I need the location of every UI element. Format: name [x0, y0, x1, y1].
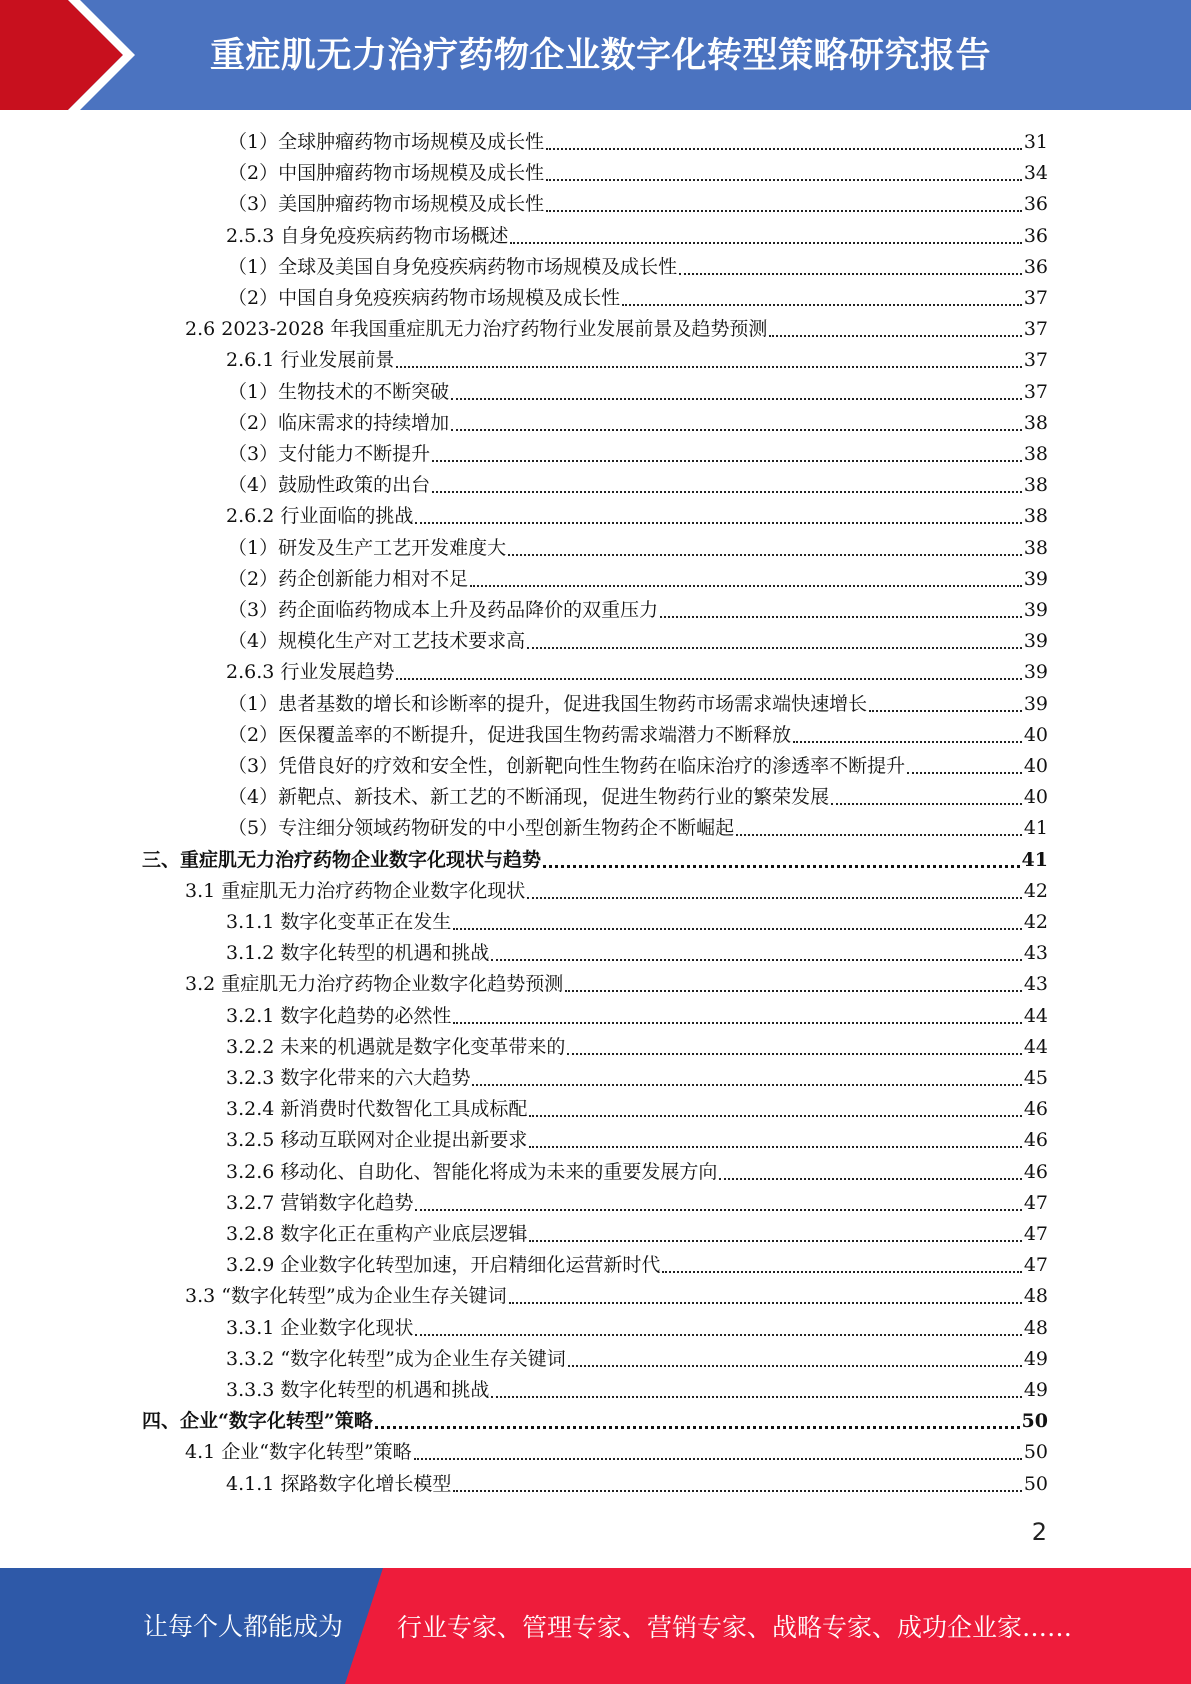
- toc-dot-leader: [679, 252, 1022, 283]
- toc-entry-page: 46: [1023, 1098, 1048, 1120]
- toc-entry[interactable]: [226, 221, 1048, 252]
- toc-entry-label: 3.3.3 数字化转型的机遇和挑战: [226, 1379, 490, 1401]
- toc-entry-page: 47: [1023, 1254, 1048, 1276]
- toc-entry[interactable]: [226, 1313, 1048, 1344]
- toc-dot-leader: [565, 969, 1022, 1000]
- toc-dot-leader: [543, 845, 1020, 876]
- toc-dot-leader: [546, 127, 1022, 158]
- toc-entry[interactable]: [185, 969, 1048, 1000]
- toc-entry-label: 3.2.3 数字化带来的六大趋势: [226, 1067, 471, 1089]
- toc-entry[interactable]: [228, 720, 1048, 751]
- toc-entry[interactable]: [185, 876, 1048, 907]
- toc-entry-page: 39: [1023, 693, 1048, 715]
- toc-entry-label: （2）中国肿瘤药物市场规模及成长性: [228, 162, 545, 184]
- toc-entry-page: 46: [1023, 1129, 1048, 1151]
- toc-entry-label: 2.6 2023-2028 年我国重症肌无力治疗药物行业发展前景及趋势预测: [185, 318, 768, 340]
- toc-entry[interactable]: [228, 252, 1048, 283]
- toc-entry[interactable]: [228, 813, 1048, 844]
- toc-entry-label: （1）研发及生产工艺开发难度大: [228, 537, 507, 559]
- toc-entry-page: 46: [1023, 1161, 1048, 1183]
- toc-entry[interactable]: [228, 564, 1048, 595]
- toc-entry[interactable]: [228, 470, 1048, 501]
- toc-entry-label: 3.2.4 新消费时代数智化工具成标配: [226, 1098, 528, 1120]
- toc-entry[interactable]: [142, 1406, 1048, 1437]
- toc-entry[interactable]: [226, 938, 1048, 969]
- toc-entry-label: 4.1 企业“数字化转型”策略: [185, 1441, 412, 1463]
- toc-entry[interactable]: [226, 501, 1048, 532]
- toc-dot-leader: [529, 1219, 1021, 1250]
- toc-entry-page: 42: [1023, 880, 1048, 902]
- toc-entry[interactable]: [228, 127, 1048, 158]
- toc-entry[interactable]: [228, 158, 1048, 189]
- footer-slogan-right: 行业专家、管理专家、营销专家、战略专家、成功企业家……: [397, 1613, 1073, 1642]
- toc-entry[interactable]: [228, 408, 1048, 439]
- toc-dot-leader: [453, 1001, 1021, 1032]
- toc-dot-leader: [660, 595, 1022, 626]
- toc-entry-page: 38: [1023, 474, 1048, 496]
- toc-entry[interactable]: [228, 689, 1048, 720]
- toc-entry-page: 37: [1023, 349, 1048, 371]
- page-footer: [0, 1568, 1191, 1684]
- toc-entry-page: 38: [1023, 412, 1048, 434]
- toc-entry-page: 43: [1023, 942, 1048, 964]
- toc-entry[interactable]: [226, 1219, 1048, 1250]
- toc-entry-label: 3.2.8 数字化正在重构产业底层逻辑: [226, 1223, 528, 1245]
- toc-entry-page: 49: [1023, 1379, 1048, 1401]
- toc-dot-leader: [472, 1063, 1021, 1094]
- toc-entry[interactable]: [228, 283, 1048, 314]
- page-number: 2: [1031, 1518, 1047, 1546]
- toc-dot-leader: [375, 1406, 1020, 1437]
- toc-entry-page: 37: [1023, 287, 1048, 309]
- toc-entry-label: 3.2.5 移动互联网对企业提出新要求: [226, 1129, 528, 1151]
- toc-entry-label: 3.1 重症肌无力治疗药物企业数字化现状: [185, 880, 526, 902]
- toc-entry-label: （3）支付能力不断提升: [228, 443, 431, 465]
- toc-entry-label: （2）中国自身免疫疾病药物市场规模及成长性: [228, 287, 621, 309]
- toc-entry-label: 3.2.9 企业数字化转型加速，开启精细化运营新时代: [226, 1254, 661, 1276]
- toc-entry-page: 37: [1023, 318, 1048, 340]
- toc-dot-leader: [396, 345, 1021, 376]
- toc-dot-leader: [491, 1375, 1021, 1406]
- toc-entry-page: 41: [1021, 849, 1048, 871]
- toc-entry-label: （4）规模化生产对工艺技术要求高: [228, 630, 526, 652]
- toc-entry-page: 50: [1023, 1441, 1048, 1463]
- toc-dot-leader: [907, 751, 1022, 782]
- toc-entry-label: （1）患者基数的增长和诊断率的提升，促进我国生物药市场需求端快速增长: [228, 693, 868, 715]
- toc-entry-label: 3.2.1 数字化趋势的必然性: [226, 1005, 452, 1027]
- toc-entry-page: 50: [1021, 1410, 1048, 1432]
- toc-entry[interactable]: [228, 533, 1048, 564]
- toc-entry-label: 3.3.2 “数字化转型”成为企业生存关键词: [226, 1348, 566, 1370]
- toc-dot-leader: [470, 564, 1022, 595]
- toc-entry-label: （2）临床需求的持续增加: [228, 412, 450, 434]
- toc-entry-page: 39: [1023, 661, 1048, 683]
- toc-entry-label: （1）生物技术的不断突破: [228, 381, 450, 403]
- toc-entry[interactable]: [226, 1063, 1048, 1094]
- toc-entry[interactable]: [226, 1469, 1048, 1500]
- toc-entry[interactable]: [226, 907, 1048, 938]
- toc-entry[interactable]: [226, 1375, 1048, 1406]
- toc-entry-page: 40: [1023, 724, 1048, 746]
- toc-dot-leader: [529, 1094, 1021, 1125]
- toc-entry-label: （4）鼓励性政策的出台: [228, 474, 431, 496]
- toc-entry[interactable]: [226, 1125, 1048, 1156]
- toc-entry-page: 37: [1023, 381, 1048, 403]
- toc-entry-label: （2）医保覆盖率的不断提升，促进我国生物药需求端潜力不断释放: [228, 724, 792, 746]
- toc-entry-page: 47: [1023, 1223, 1048, 1245]
- toc-dot-leader: [432, 470, 1022, 501]
- toc-entry-page: 31: [1023, 131, 1048, 153]
- toc-dot-leader: [793, 720, 1022, 751]
- toc-entry-page: 38: [1023, 443, 1048, 465]
- toc-dot-leader: [527, 876, 1022, 907]
- toc-entry-label: 2.6.3 行业发展趋势: [226, 661, 395, 683]
- toc-dot-leader: [508, 533, 1022, 564]
- toc-dot-leader: [415, 1313, 1021, 1344]
- toc-entry-label: 2.6.1 行业发展前景: [226, 349, 395, 371]
- toc-entry[interactable]: [228, 377, 1048, 408]
- toc-entry-page: 49: [1023, 1348, 1048, 1370]
- toc-entry[interactable]: [228, 439, 1048, 470]
- toc-entry-page: 40: [1023, 786, 1048, 808]
- toc-entry-label: 2.6.2 行业面临的挑战: [226, 505, 414, 527]
- toc-dot-leader: [491, 938, 1021, 969]
- toc-entry-label: 3.1.2 数字化转型的机遇和挑战: [226, 942, 490, 964]
- toc-dot-leader: [736, 813, 1022, 844]
- toc-entry-page: 38: [1023, 505, 1048, 527]
- toc-entry-page: 43: [1023, 973, 1048, 995]
- toc-dot-leader: [510, 221, 1021, 252]
- toc-entry-page: 50: [1023, 1473, 1048, 1495]
- toc-entry-page: 45: [1023, 1067, 1048, 1089]
- toc-entry[interactable]: [226, 1094, 1048, 1125]
- toc-entry-page: 41: [1023, 817, 1048, 839]
- toc-entry-label: （5）专注细分领域药物研发的中小型创新生物药企不断崛起: [228, 817, 735, 839]
- toc-entry-label: （4）新靶点、新技术、新工艺的不断涌现，促进生物药行业的繁荣发展: [228, 786, 830, 808]
- toc-dot-leader: [622, 283, 1022, 314]
- toc-entry-page: 39: [1023, 599, 1048, 621]
- toc-dot-leader: [414, 1437, 1022, 1468]
- toc-dot-leader: [769, 314, 1021, 345]
- toc-entry[interactable]: [228, 626, 1048, 657]
- toc-dot-leader: [662, 1250, 1021, 1281]
- toc-entry-label: 3.2.7 营销数字化趋势: [226, 1192, 414, 1214]
- toc-dot-leader: [432, 439, 1022, 470]
- toc-entry-page: 42: [1023, 911, 1048, 933]
- toc-entry[interactable]: [228, 189, 1048, 220]
- toc-entry[interactable]: [185, 1281, 1048, 1312]
- toc-dot-leader: [396, 657, 1021, 688]
- toc-entry[interactable]: [142, 845, 1048, 876]
- toc-entry[interactable]: [228, 782, 1048, 813]
- toc-entry[interactable]: [226, 345, 1048, 376]
- toc-entry-page: 34: [1023, 162, 1048, 184]
- toc-entry-page: 36: [1023, 193, 1048, 215]
- toc-entry[interactable]: [226, 1250, 1048, 1281]
- toc-entry-page: 48: [1023, 1317, 1048, 1339]
- page-header: [0, 0, 1191, 110]
- toc-entry-page: 36: [1023, 256, 1048, 278]
- toc-entry-page: 38: [1023, 537, 1048, 559]
- toc-entry[interactable]: [228, 751, 1048, 782]
- toc-entry-page: 40: [1023, 755, 1048, 777]
- toc-entry-label: 3.3 “数字化转型”成为企业生存关键词: [185, 1285, 507, 1307]
- toc-entry-page: 48: [1023, 1285, 1048, 1307]
- header-arrow-icon: [0, 0, 150, 110]
- toc-entry[interactable]: [226, 1001, 1048, 1032]
- toc-entry-label: （1）全球肿瘤药物市场规模及成长性: [228, 131, 545, 153]
- toc-entry[interactable]: [226, 1344, 1048, 1375]
- toc-dot-leader: [509, 1281, 1022, 1312]
- toc-entry-label: 3.3.1 企业数字化现状: [226, 1317, 414, 1339]
- toc-dot-leader: [568, 1344, 1022, 1375]
- toc-entry-label: 3.1.1 数字化变革正在发生: [226, 911, 452, 933]
- toc-entry-page: 39: [1023, 630, 1048, 652]
- toc-entry[interactable]: [226, 657, 1048, 688]
- toc-dot-leader: [869, 689, 1022, 720]
- report-title: 重症肌无力治疗药物企业数字化转型策略研究报告: [210, 36, 992, 76]
- toc-dot-leader: [451, 377, 1022, 408]
- toc-dot-leader: [451, 408, 1022, 439]
- toc-dot-leader: [546, 158, 1022, 189]
- toc-entry-page: 44: [1023, 1036, 1048, 1058]
- toc-dot-leader: [529, 1125, 1021, 1156]
- toc-entry[interactable]: [226, 1032, 1048, 1063]
- toc-entry-label: 四、企业“数字化转型”策略: [142, 1410, 373, 1432]
- toc-entry-label: 2.5.3 自身免疫疾病药物市场概述: [226, 225, 509, 247]
- toc-entry-label: （3）美国肿瘤药物市场规模及成长性: [228, 193, 545, 215]
- toc-dot-leader: [453, 1469, 1021, 1500]
- toc-dot-leader: [567, 1032, 1021, 1063]
- toc-entry-page: 44: [1023, 1005, 1048, 1027]
- toc-entry-label: 3.2.2 未来的机遇就是数字化变革带来的: [226, 1036, 566, 1058]
- toc-entry-label: 3.2 重症肌无力治疗药物企业数字化趋势预测: [185, 973, 564, 995]
- toc-dot-leader: [453, 907, 1021, 938]
- toc-entry-page: 39: [1023, 568, 1048, 590]
- toc-entry[interactable]: [185, 1437, 1048, 1468]
- toc-entry[interactable]: [185, 314, 1048, 345]
- toc-dot-leader: [831, 782, 1022, 813]
- toc-entry[interactable]: [228, 595, 1048, 626]
- toc-dot-leader: [546, 189, 1022, 220]
- toc-dot-leader: [415, 501, 1021, 532]
- toc-entry[interactable]: [226, 1157, 1048, 1188]
- toc-dot-leader: [719, 1157, 1021, 1188]
- toc-entry-label: 3.2.6 移动化、自助化、智能化将成为未来的重要发展方向: [226, 1161, 718, 1183]
- toc-dot-leader: [527, 626, 1022, 657]
- toc-entry-page: 36: [1023, 225, 1048, 247]
- toc-entry-label: 三、重症肌无力治疗药物企业数字化现状与趋势: [142, 849, 542, 871]
- toc-entry[interactable]: [226, 1188, 1048, 1219]
- toc-entry-label: （1）全球及美国自身免疫疾病药物市场规模及成长性: [228, 256, 678, 278]
- toc-entry-label: （2）药企创新能力相对不足: [228, 568, 469, 590]
- toc-entry-page: 47: [1023, 1192, 1048, 1214]
- toc-dot-leader: [415, 1188, 1021, 1219]
- toc-entry-label: 4.1.1 探路数字化增长模型: [226, 1473, 452, 1495]
- footer-slogan-left: 让每个人都能成为: [143, 1612, 344, 1641]
- toc-entry-label: （3）凭借良好的疗效和安全性，创新靶向性生物药在临床治疗的渗透率不断提升: [228, 755, 906, 777]
- toc-entry-label: （3）药企面临药物成本上升及药品降价的双重压力: [228, 599, 659, 621]
